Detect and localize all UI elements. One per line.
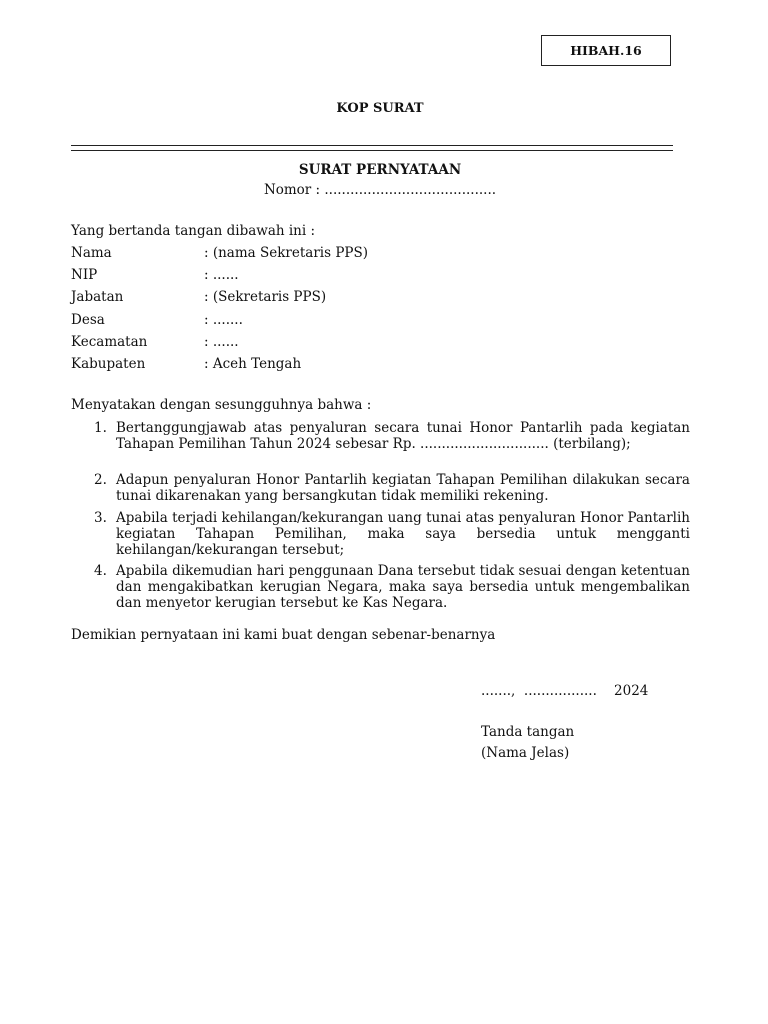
item-text: Apabila dikemudian hari penggunaan Dana tersebut tidak sesuai dengan ketentuan dan mengakibatkan kerugian Negara, maka saya bersedia untuk mengembalikan dan menyetor kerugian tersebut ke Kas Negara. [116, 563, 690, 611]
letterhead-divider-thick [71, 145, 673, 146]
field-value-jabatan: : (Sekretaris PPS) [204, 289, 327, 305]
letterhead-divider-thin [71, 150, 673, 151]
field-value-kecamatan: : ...... [204, 334, 239, 350]
statement-intro: Menyatakan dengan sesungguhnya bahwa : [71, 397, 372, 413]
item-number: 1. [94, 420, 107, 436]
signature-place-date: ......., ................. 2024 [481, 683, 649, 699]
field-label-kecamatan: Kecamatan [71, 334, 148, 350]
closing-text: Demikian pernyataan ini kami buat dengan sebenar-benarnya [71, 627, 496, 643]
item-text: Bertanggungjawab atas penyaluran secara tunai Honor Pantarlih pada kegiatan Tahapan Pemilihan Tahun 2024 sebesar Rp. .............................. (terbilang); [116, 420, 690, 452]
statement-item [94, 472, 690, 504]
item-text: Adapun penyaluran Honor Pantarlih kegiatan Tahapan Pemilihan dilakukan secara tunai dikarenakan yang bersangkutan tidak memiliki rekening. [116, 472, 690, 504]
letterhead-placeholder: KOP SURAT [336, 101, 424, 116]
item-number: 2. [94, 472, 107, 488]
field-label-nama: Nama [71, 245, 112, 261]
item-text: Apabila terjadi kehilangan/kekurangan uang tunai atas penyaluran Honor Pantarlih kegiatan Tahapan Pemilihan, maka saya bersedia untuk mengganti kehilangan/kekurangan tersebut; [116, 510, 690, 558]
field-label-nip: NIP [71, 267, 98, 283]
item-number: 3. [94, 510, 107, 526]
field-label-kabupaten: Kabupaten [71, 356, 146, 372]
statement-item [94, 420, 690, 452]
statement-item [94, 510, 690, 558]
field-value-desa: : ....... [204, 312, 243, 328]
field-label-desa: Desa [71, 312, 105, 328]
document-number: Nomor : ........................................ [263, 182, 497, 198]
field-value-nama: : (nama Sekretaris PPS) [204, 245, 368, 261]
field-value-nip: : ...... [204, 267, 239, 283]
field-value-kabupaten: : Aceh Tengah [204, 356, 302, 372]
signature-label: Tanda tangan [481, 724, 575, 740]
signature-name: (Nama Jelas) [481, 745, 570, 761]
intro-text: Yang bertanda tangan dibawah ini : [71, 223, 316, 239]
field-label-jabatan: Jabatan [71, 289, 124, 305]
document-code-box [541, 35, 671, 66]
document-title: SURAT PERNYATAAN [298, 162, 462, 178]
statement-item [94, 563, 690, 611]
item-number: 4. [94, 563, 107, 579]
document-code: HIBAH.16 [570, 43, 642, 58]
